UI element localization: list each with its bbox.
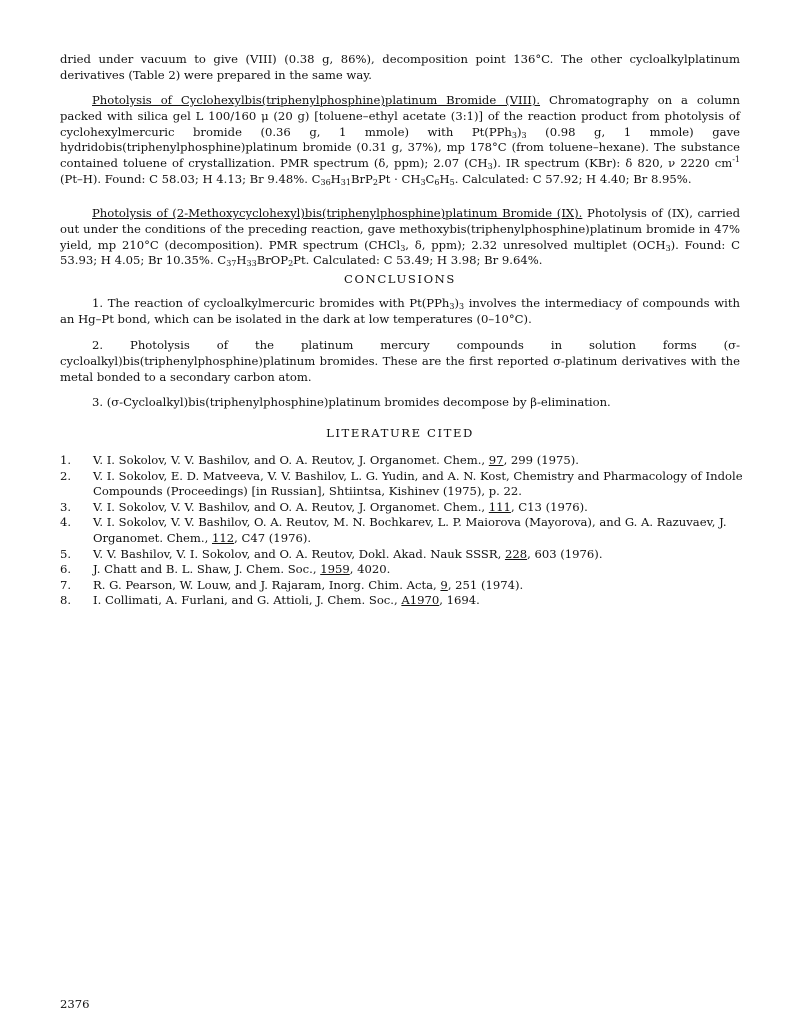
reference-item [60,593,750,609]
paragraph-photolysis-ix: Photolysis of (2-Methoxycyclohexyl)bis(triphenylphosphine)platinum Bromide (IX). Photolysis of (IX), carried out under the conditions of the preceding reaction, gave methoxybis(triphenylphosphine)platinum bromide in 47% yield, mp 210°C (decomposition). PMR spectrum (CHCl$_3$, δ, ppm); 2.32 unresolved multiplet $(OCH_3)$. Found: C 53.93; H 4.05; Br 10.35%. $C_{37}H_{33}BrOP_2Pt$. Calculated: C 53.49; H 3.98; Br 9.64%. [60,206,740,269]
reference-number: 3. [60,499,72,514]
reference-number: 5. [60,546,72,561]
reference-volume: 112 [211,530,235,545]
conclusions-heading: CONCLUSIONS [344,272,456,286]
reference-item [60,500,750,516]
reference-volume: A1970 [401,593,440,608]
reference-volume: 97 [488,453,504,467]
reference-text-end: , 1694. [439,593,480,608]
literature-cited-heading: LITERATURE CITED [326,426,474,440]
section-title-viii: Photolysis of Cyclohexylbis(triphenylphosphine)platinum Bromide (VIII). [92,93,541,107]
reference-volume: 1959 [320,562,350,577]
reference-text: R. G. Pearson, W. Louw, and J. Rajaram, Inorg. Chim. Acta, [93,577,441,592]
reference-text-end: , 4020. [349,562,391,577]
reference-item [60,562,750,578]
section-title-ix: Photolysis of (2-Methoxycyclohexyl)bis(triphenylphosphine)platinum Bromide (IX). [92,206,583,220]
reference-text: V. I. Sokolov, V. V. Bashilov, O. A. Reutov, M. N. Bochkarev, L. P. Maiorova (Mayorova), and G. A. Razuvaev, J. Organomet. Chem., [93,515,727,545]
reference-text-end: , C47 (1976). [234,530,312,545]
reference-item [60,469,750,500]
conclusion-3: 3. (σ-Cycloalkyl)bis(triphenylphosphine)platinum bromides decompose by β-elimination. [92,395,611,409]
reference-text: I. Collimati, A. Furlani, and G. Attioli, J. Chem. Soc., [93,593,402,608]
reference-item [60,453,750,469]
reference-item [60,578,750,594]
reference-text-end: , C13 (1976). [510,499,588,514]
reference-number: 4. [60,515,72,530]
reference-text: V. I. Sokolov, V. V. Bashilov, and O. A. Reutov, J. Organomet. Chem., [93,453,489,467]
reference-number: 8. [60,593,72,608]
reference-text-end: , 603 (1976). [527,546,603,561]
reference-list [60,453,750,609]
reference-text-end: , 251 (1974). [447,577,524,592]
reference-text-end: , 299 (1975). [503,453,579,467]
paragraph-drying [60,52,740,84]
reference-text: V. V. Bashilov, V. I. Sokolov, and O. A. Reutov, Dokl. Akad. Nauk SSSR, [93,546,505,561]
reference-text: V. I. Sokolov, V. V. Bashilov, and O. A. Reutov, J. Organomet. Chem., [93,499,489,514]
page-number: 2376 [60,997,90,1011]
reference-text: J. Chatt and B. L. Shaw, J. Chem. Soc., [93,562,321,577]
conclusion-2: 2. Photolysis of the platinum mercury compounds in solution forms (σ-cycloalkyl)bis(triphenylphosphine)platinum bromides. These are the first reported σ-platinum derivatives with the metal bonded to a secondary carbon atom. [60,338,740,384]
reference-number: 1. [60,453,72,467]
reference-number: 6. [60,562,72,577]
reference-volume: 228 [504,546,528,561]
reference-text: V. I. Sokolov, E. D. Matveeva, V. V. Bashilov, L. G. Yudin, and A. N. Kost, Chemistry and Pharmacology of Indole Compounds (Proceedings) [in Russian], Shtiintsa, Kishinev (1975), p. 22. [93,468,743,499]
reference-number: 2. [60,468,72,483]
conclusion-1: 1. The reaction of cycloalkylmercuric bromides with $Pt(PPh_3)_3$ involves the intermediacy of compounds with an Hg–Pt bond, which can be isolated in the dark at low temperatures (0–10°C). [60,296,740,326]
reference-item [60,515,750,546]
paragraph-photolysis-viii: Photolysis of Cyclohexylbis(triphenylphosphine)platinum Bromide (VIII). Chromatography on a column packed with silica gel L 100/160 μ (20 g) [toluene–ethyl acetate (3:1)] of the reaction product from photolysis of cyclohexylmercuric bromide (0.36 g, 1 mmole) with $Pt(PPh_3)_3$ (0.98 g, 1 mmole) gave hydridobis(triphenylphosphine)platinum bromide (0.31 g, 37%), mp 178°C (from toluene–hexane). The substance contained toluene of crystallization. PMR spectrum (δ, ppm); 2.07 $(CH_3)$. IR spectrum (KBr): δ 820, ν 2220 $cm^{-1}$ (Pt–H). Found: C 58.03; H 4.13; Br 9.48%. $C_{36}H_{31}BrP_2Pt \cdot CH_3C_6H_5$. Calculated: C 57.92; H 4.40; Br 8.95%. [60,93,740,187]
reference-volume: 9 [440,577,448,592]
reference-item [60,547,750,563]
reference-volume: 111 [488,499,511,514]
paragraph-drying-text: dried under vacuum to give (VIII) (0.38 g, 86%), decomposition point 136°C. The other cycloalkylplatinum derivatives (Table 2) were prepared in the same way. [60,52,740,82]
reference-number: 7. [60,577,72,592]
